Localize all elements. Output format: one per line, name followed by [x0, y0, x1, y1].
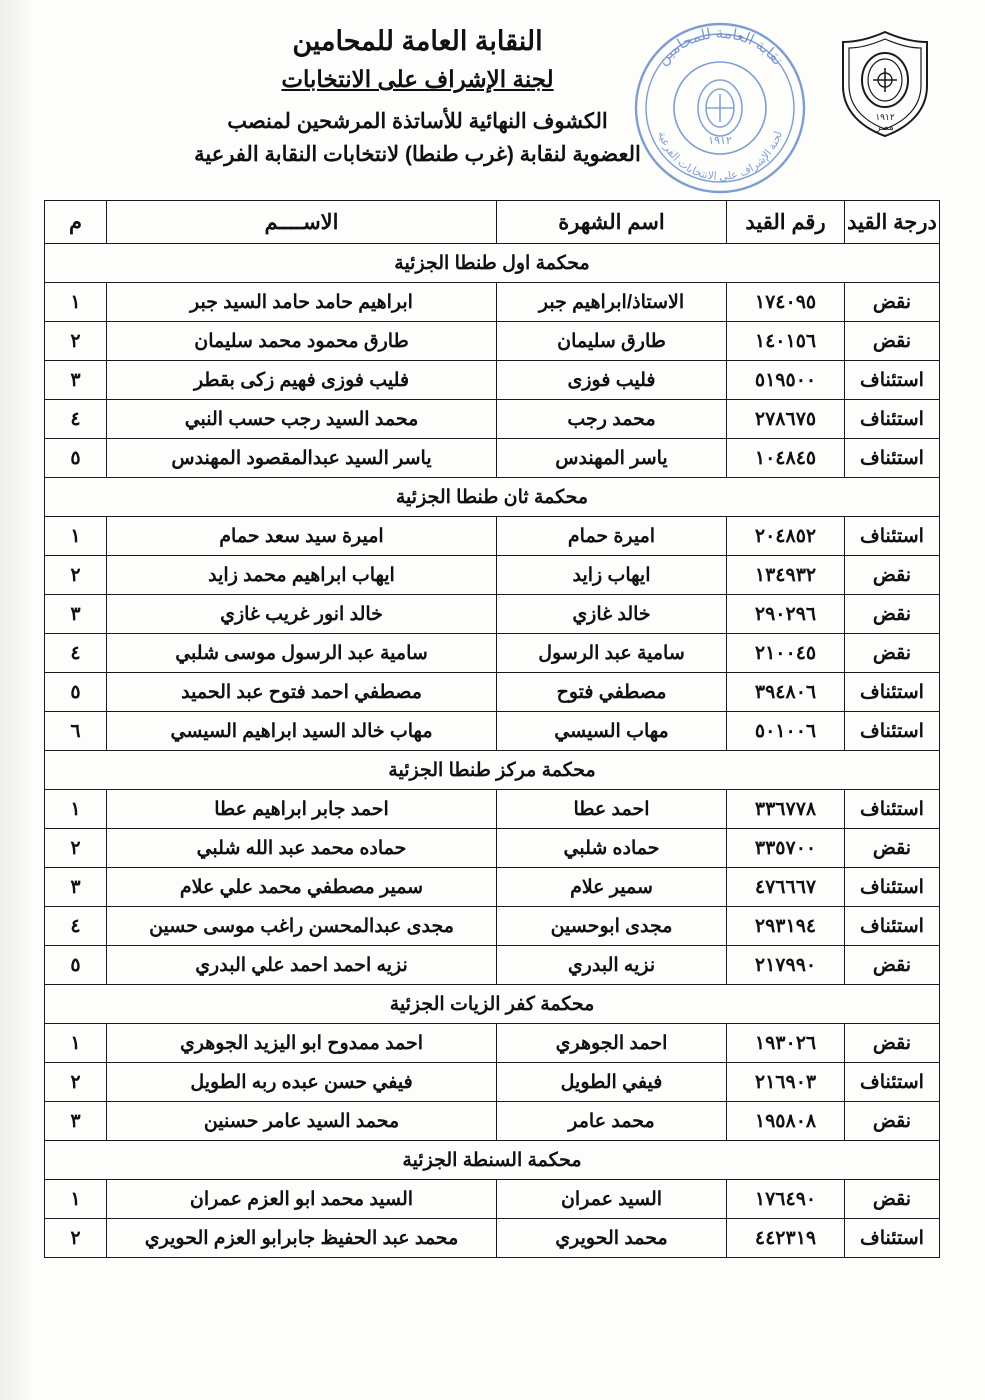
- cell-registration-number: ١٠٤٨٤٥: [727, 439, 845, 478]
- cell-candidate-name: خالد انور غريب غازي: [107, 595, 497, 634]
- table-row: [45, 556, 940, 595]
- cell-known-name: محمد عامر: [497, 1102, 727, 1141]
- cell-known-name: مصطفي فتوح: [497, 673, 727, 712]
- cell-known-name: فيفي الطويل: [497, 1063, 727, 1102]
- cell-known-name: مجدى ابوحسين: [497, 907, 727, 946]
- cell-registration-number: ١٩٥٨٠٨: [727, 1102, 845, 1141]
- cell-candidate-name: سمير مصطفي محمد علي علام: [107, 868, 497, 907]
- cell-registration-degree: استئناف: [845, 907, 940, 946]
- cell-candidate-name: محمد عبد الحفيظ جابرابو العزم الحويري: [107, 1219, 497, 1258]
- cell-registration-degree: نقض: [845, 322, 940, 361]
- court-section-title: محكمة مركز طنطا الجزئية: [45, 751, 940, 790]
- cell-registration-degree: استئناف: [845, 673, 940, 712]
- cell-index: ١: [45, 790, 107, 829]
- cell-index: ٤: [45, 634, 107, 673]
- column-header-index: م: [45, 201, 107, 244]
- cell-index: ٦: [45, 712, 107, 751]
- cell-candidate-name: طارق محمود محمد سليمان: [107, 322, 497, 361]
- cell-index: ١: [45, 283, 107, 322]
- section-header-row: [45, 1141, 940, 1180]
- cell-candidate-name: فليب فوزى فهيم زكى بقطر: [107, 361, 497, 400]
- cell-index: ٣: [45, 868, 107, 907]
- cell-registration-degree: نقض: [845, 1180, 940, 1219]
- cell-known-name: الاستاذ/ابراهيم جبر: [497, 283, 727, 322]
- cell-registration-degree: نقض: [845, 946, 940, 985]
- cell-index: ٥: [45, 946, 107, 985]
- cell-known-name: ايهاب زايد: [497, 556, 727, 595]
- cell-known-name: احمد عطا: [497, 790, 727, 829]
- cell-candidate-name: مجدى عبدالمحسن راغب موسى حسين: [107, 907, 497, 946]
- cell-known-name: احمد الجوهري: [497, 1024, 727, 1063]
- cell-registration-degree: استئناف: [845, 1219, 940, 1258]
- cell-candidate-name: ابراهيم حامد حامد السيد جبر: [107, 283, 497, 322]
- cell-index: ٢: [45, 322, 107, 361]
- cell-index: ٢: [45, 1063, 107, 1102]
- cell-registration-number: ٢٧٨٦٧٥: [727, 400, 845, 439]
- section-header-row: [45, 751, 940, 790]
- cell-registration-number: ٢٠٤٨٥٢: [727, 517, 845, 556]
- cell-registration-number: ٣٣٦٧٧٨: [727, 790, 845, 829]
- cell-registration-number: ٢١٠٠٤٥: [727, 634, 845, 673]
- cell-registration-degree: نقض: [845, 1024, 940, 1063]
- table-row: [45, 634, 940, 673]
- svg-text:١٩١٢: ١٩١٢: [708, 135, 732, 147]
- cell-candidate-name: السيد محمد ابو العزم عمران: [107, 1180, 497, 1219]
- table-row: [45, 1219, 940, 1258]
- table-row: [45, 1063, 940, 1102]
- cell-index: ٤: [45, 400, 107, 439]
- cell-index: ٣: [45, 1102, 107, 1141]
- cell-candidate-name: مصطفي احمد فتوح عبد الحميد: [107, 673, 497, 712]
- cell-known-name: سمير علام: [497, 868, 727, 907]
- cell-registration-degree: نقض: [845, 283, 940, 322]
- table-body: [45, 244, 940, 1258]
- cell-known-name: خالد غازي: [497, 595, 727, 634]
- document-subtitle-line-2: العضوية لنقابة (غرب طنطا) لانتخابات النقابة الفرعية: [194, 143, 641, 166]
- svg-text:لجنة الإشراف على الانتخابات ال: لجنة الإشراف على الانتخابات الفرعية: [655, 129, 785, 184]
- cell-registration-number: ٣٩٤٨٠٦: [727, 673, 845, 712]
- table-row: [45, 1024, 940, 1063]
- cell-registration-number: ٢٩٠٢٩٦: [727, 595, 845, 634]
- cell-registration-degree: استئناف: [845, 868, 940, 907]
- section-header-row: [45, 478, 940, 517]
- cell-candidate-name: ايهاب ابراهيم محمد زايد: [107, 556, 497, 595]
- cell-known-name: محمد الحويري: [497, 1219, 727, 1258]
- candidates-table-container: [0, 200, 985, 1258]
- cell-registration-degree: استئناف: [845, 1063, 940, 1102]
- cell-candidate-name: مهاب خالد السيد ابراهيم السيسي: [107, 712, 497, 751]
- document-header: [0, 0, 985, 200]
- cell-registration-number: ٢٩٣١٩٤: [727, 907, 845, 946]
- cell-registration-number: ١٣٤٩٣٢: [727, 556, 845, 595]
- cell-index: ٢: [45, 829, 107, 868]
- cell-candidate-name: ياسر السيد عبدالمقصود المهندس: [107, 439, 497, 478]
- cell-registration-number: ١٧٤٠٩٥: [727, 283, 845, 322]
- cell-registration-number: ١٤٠١٥٦: [727, 322, 845, 361]
- document-subtitle-line-1: الكشوف النهائية للأساتذة المرشحين لمنصب: [227, 110, 608, 133]
- table-row: [45, 868, 940, 907]
- cell-candidate-name: محمد السيد رجب حسب النبي: [107, 400, 497, 439]
- cell-registration-degree: نقض: [845, 1102, 940, 1141]
- cell-candidate-name: محمد السيد عامر حسنين: [107, 1102, 497, 1141]
- cell-index: ١: [45, 517, 107, 556]
- cell-known-name: فليب فوزى: [497, 361, 727, 400]
- table-row: [45, 946, 940, 985]
- cell-index: ٣: [45, 361, 107, 400]
- column-header-known-name: اسم الشهرة: [497, 201, 727, 244]
- table-row: [45, 322, 940, 361]
- cell-candidate-name: احمد جابر ابراهيم عطا: [107, 790, 497, 829]
- cell-known-name: محمد رجب: [497, 400, 727, 439]
- court-section-title: محكمة السنطة الجزئية: [45, 1141, 940, 1180]
- cell-candidate-name: فيفي حسن عبده ربه الطويل: [107, 1063, 497, 1102]
- cell-registration-degree: نقض: [845, 829, 940, 868]
- cell-index: ٤: [45, 907, 107, 946]
- cell-candidate-name: احمد ممدوح ابو اليزيد الجوهري: [107, 1024, 497, 1063]
- cell-registration-number: ١٧٦٤٩٠: [727, 1180, 845, 1219]
- cell-candidate-name: حماده محمد عبد الله شلبي: [107, 829, 497, 868]
- cell-registration-number: ٢١٦٩٠٣: [727, 1063, 845, 1102]
- cell-known-name: مهاب السيسي: [497, 712, 727, 751]
- cell-registration-degree: استئناف: [845, 361, 940, 400]
- column-header-registration-number: رقم القيد: [727, 201, 845, 244]
- cell-registration-number: ٥٠١٠٠٦: [727, 712, 845, 751]
- cell-candidate-name: اميرة سيد سعد حمام: [107, 517, 497, 556]
- candidates-table: [44, 200, 940, 1258]
- cell-index: ٥: [45, 673, 107, 712]
- table-header-row: [45, 201, 940, 244]
- cell-known-name: نزيه البدري: [497, 946, 727, 985]
- cell-candidate-name: نزيه احمد احمد علي البدري: [107, 946, 497, 985]
- cell-registration-number: ٤٤٢٣١٩: [727, 1219, 845, 1258]
- table-row: [45, 829, 940, 868]
- table-row: [45, 790, 940, 829]
- table-row: [45, 283, 940, 322]
- column-header-name: الاســــم: [107, 201, 497, 244]
- cell-registration-number: ٣٣٥٧٠٠: [727, 829, 845, 868]
- cell-registration-degree: استئناف: [845, 712, 940, 751]
- committee-title: لجنة الإشراف على الانتخابات: [281, 66, 554, 92]
- svg-text:مصر: مصر: [876, 122, 894, 132]
- cell-registration-degree: نقض: [845, 556, 940, 595]
- cell-known-name: طارق سليمان: [497, 322, 727, 361]
- court-section-title: محكمة كفر الزيات الجزئية: [45, 985, 940, 1024]
- organization-title: النقابة العامة للمحامين: [292, 26, 543, 56]
- table-row: [45, 673, 940, 712]
- cell-candidate-name: سامية عبد الرسول موسى شلبي: [107, 634, 497, 673]
- cell-registration-degree: استئناف: [845, 517, 940, 556]
- table-row: [45, 712, 940, 751]
- court-section-title: محكمة ثان طنطا الجزئية: [45, 478, 940, 517]
- table-row: [45, 907, 940, 946]
- table-row: [45, 1180, 940, 1219]
- section-header-row: [45, 985, 940, 1024]
- cell-index: ٣: [45, 595, 107, 634]
- cell-index: ١: [45, 1024, 107, 1063]
- cell-registration-degree: استئناف: [845, 400, 940, 439]
- svg-text:نقابة العامة للمحامين: نقابة العامة للمحامين: [653, 24, 787, 69]
- cell-registration-degree: استئناف: [845, 790, 940, 829]
- cell-registration-number: ٥١٩٥٠٠: [727, 361, 845, 400]
- cell-known-name: حماده شلبي: [497, 829, 727, 868]
- table-row: [45, 361, 940, 400]
- court-section-title: محكمة اول طنطا الجزئية: [45, 244, 940, 283]
- bar-association-emblem-icon: [833, 28, 937, 140]
- column-header-registration-degree: درجة القيد: [845, 201, 940, 244]
- table-row: [45, 439, 940, 478]
- cell-known-name: اميرة حمام: [497, 517, 727, 556]
- cell-registration-number: ٤٧٦٦٦٧: [727, 868, 845, 907]
- cell-known-name: سامية عبد الرسول: [497, 634, 727, 673]
- cell-known-name: السيد عمران: [497, 1180, 727, 1219]
- cell-registration-degree: نقض: [845, 595, 940, 634]
- table-row: [45, 517, 940, 556]
- cell-registration-number: ٢١٧٩٩٠: [727, 946, 845, 985]
- table-row: [45, 400, 940, 439]
- cell-index: ٢: [45, 1219, 107, 1258]
- svg-text:١٩١٢: ١٩١٢: [875, 112, 895, 122]
- table-row: [45, 595, 940, 634]
- cell-index: ٥: [45, 439, 107, 478]
- table-row: [45, 1102, 940, 1141]
- cell-index: ١: [45, 1180, 107, 1219]
- section-header-row: [45, 244, 940, 283]
- cell-registration-number: ١٩٣٠٢٦: [727, 1024, 845, 1063]
- cell-registration-degree: استئناف: [845, 439, 940, 478]
- cell-registration-degree: نقض: [845, 634, 940, 673]
- cell-index: ٢: [45, 556, 107, 595]
- cell-known-name: ياسر المهندس: [497, 439, 727, 478]
